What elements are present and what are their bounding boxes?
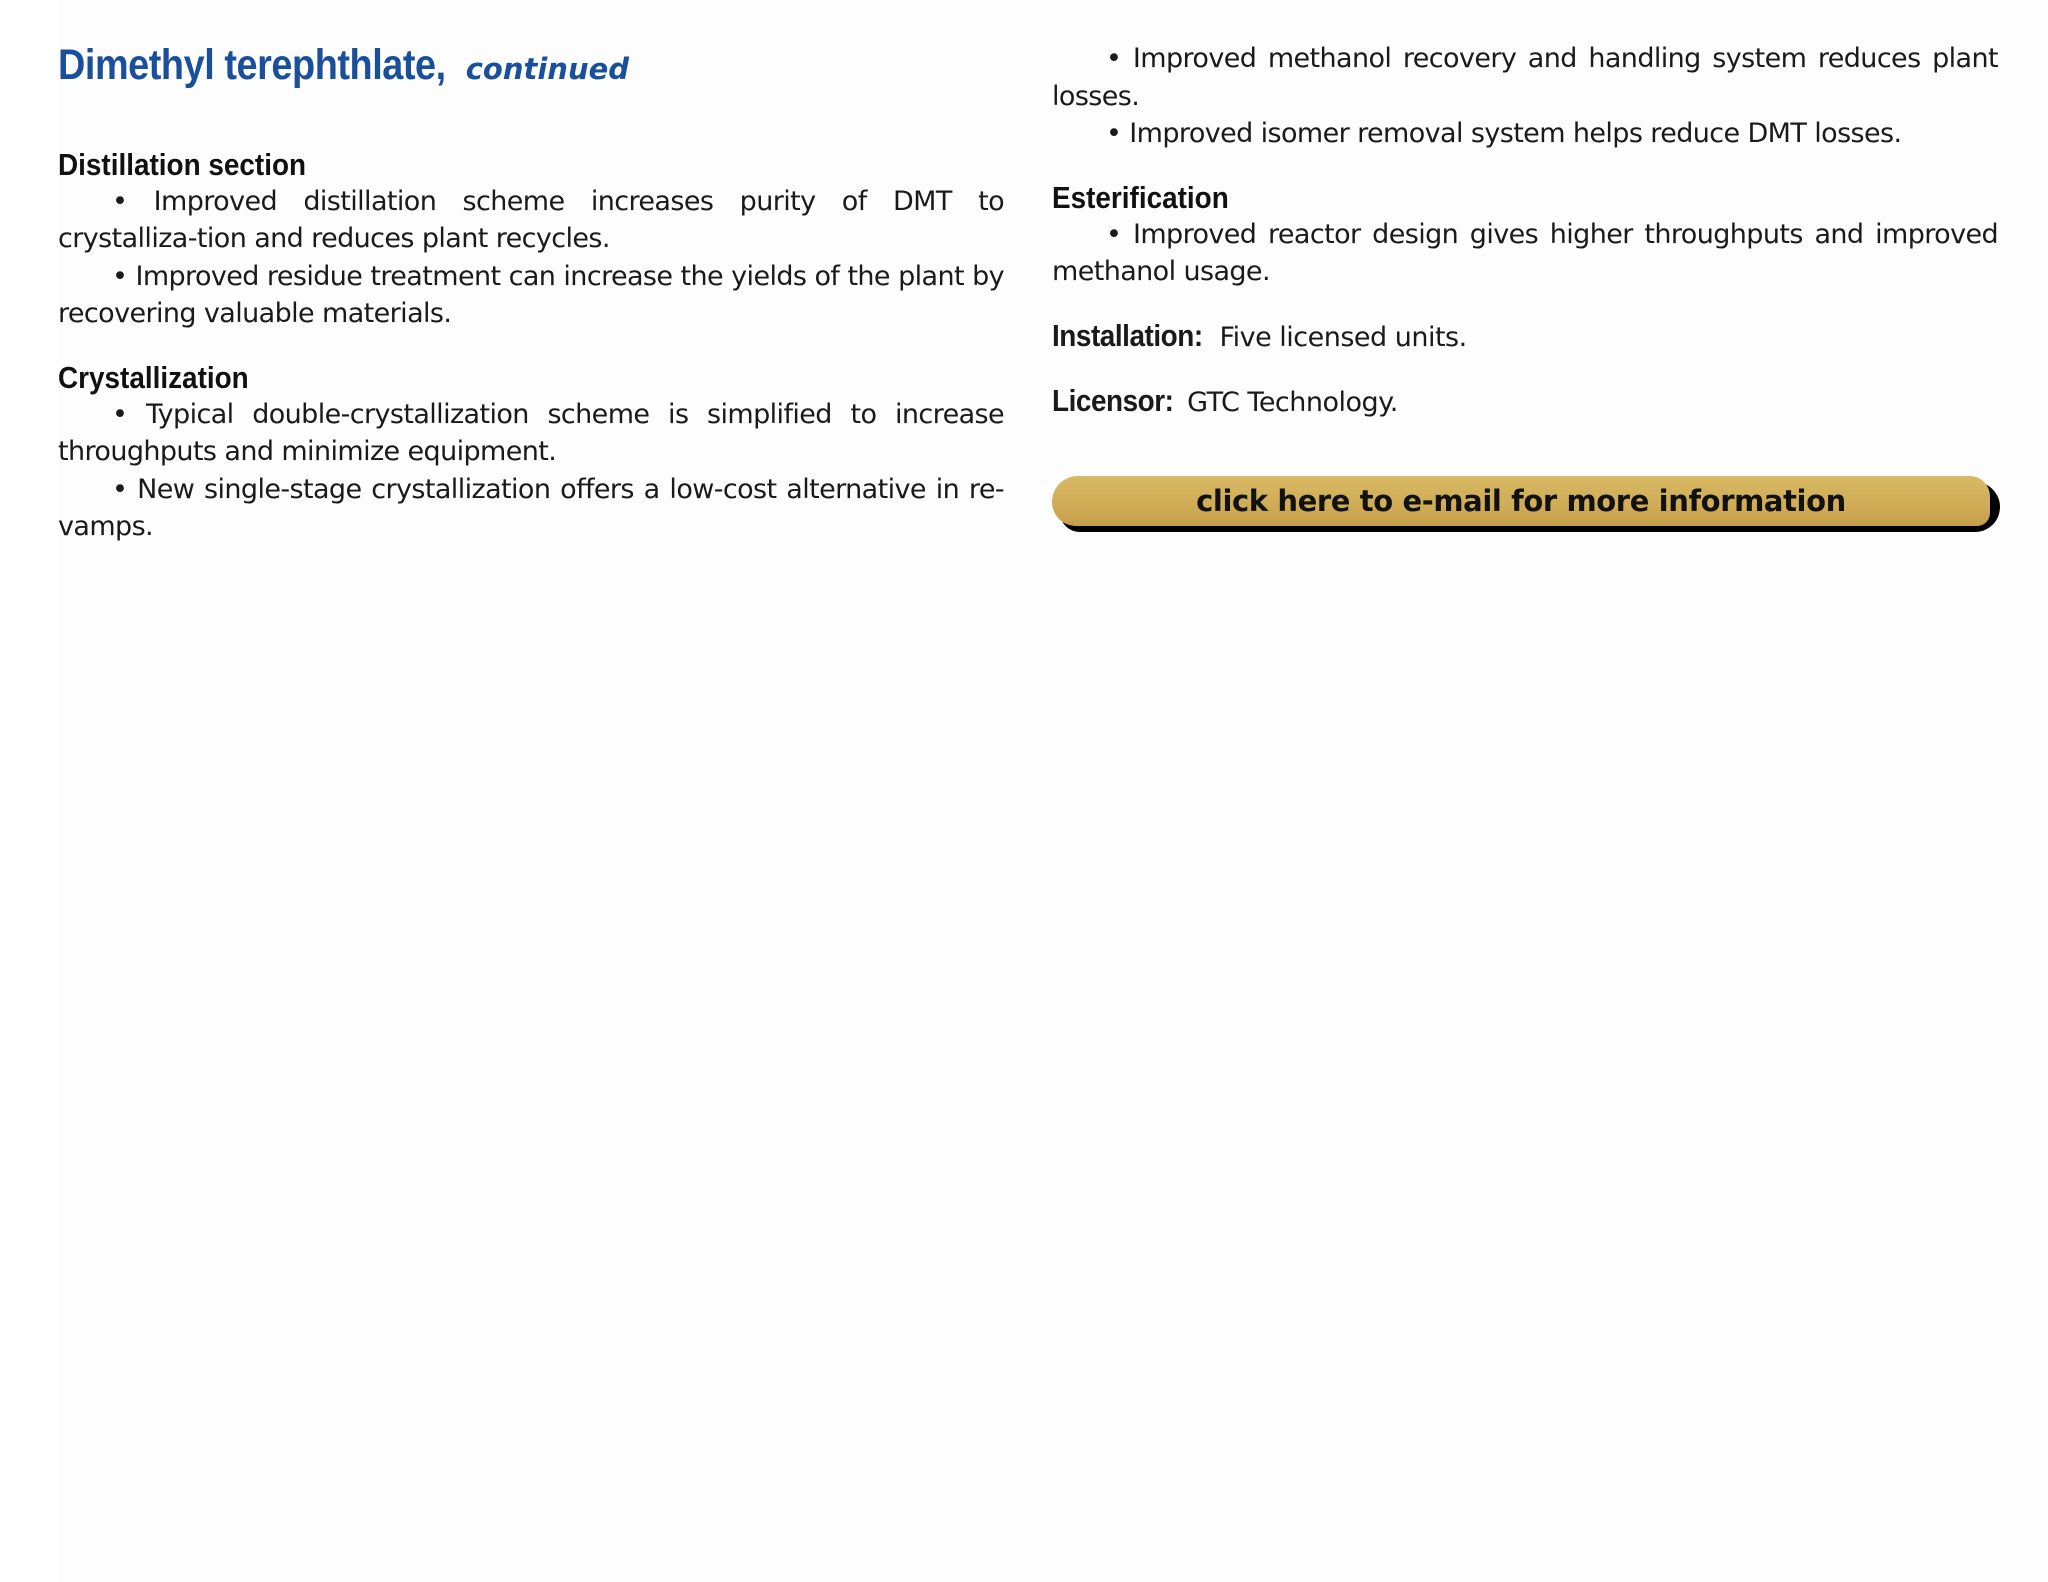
section-continued-bullets [1052, 40, 1998, 153]
bullet-paragraph: • Improved distillation scheme increases purity of DMT to crystalliza-tion and reduces plant recycles. [58, 185, 1004, 255]
bullet-paragraph: • Improved isomer removal system helps reduce DMT losses. [1106, 118, 1902, 149]
bullet-paragraph: • New single-stage crystallization offers a low-cost alternative in re-vamps. [58, 473, 1004, 543]
title-text: Dimethyl terephthlate, [58, 41, 446, 89]
installation-label: Installation: [1052, 317, 1203, 353]
title-continued: continued [465, 52, 630, 86]
licensor-line [1052, 382, 1998, 421]
bullet-paragraph: • Improved reactor design gives higher throughputs and improved methanol usage. [1052, 218, 1998, 287]
section-heading: Esterification [1052, 179, 1229, 215]
left-column [58, 40, 1004, 572]
section-distillation [58, 146, 1004, 333]
section-esterification [1052, 179, 1998, 291]
right-column [1052, 40, 1998, 447]
section-heading: Distillation section [58, 146, 307, 182]
page-title [58, 40, 1004, 92]
email-info-button[interactable]: click here to e-mail for more information [1052, 476, 1990, 526]
bullet-paragraph: • Improved methanol recovery and handling system reduces plant losses. [1052, 43, 1998, 112]
installation-line [1052, 317, 1998, 356]
bullet-paragraph: • Improved residue treatment can increase the yields of the plant by recovering valuable materials. [58, 260, 1004, 330]
email-button-wrap [1052, 476, 2000, 532]
licensor-value: GTC Technology. [1179, 386, 1398, 418]
installation-value: Five licensed units. [1211, 321, 1467, 353]
section-heading: Crystallization [58, 359, 249, 395]
bullet-paragraph: • Typical double-crystallization scheme is simplified to increase throughputs and minimize equipment. [58, 398, 1004, 468]
licensor-label: Licensor: [1052, 382, 1174, 418]
section-crystallization [58, 359, 1004, 546]
